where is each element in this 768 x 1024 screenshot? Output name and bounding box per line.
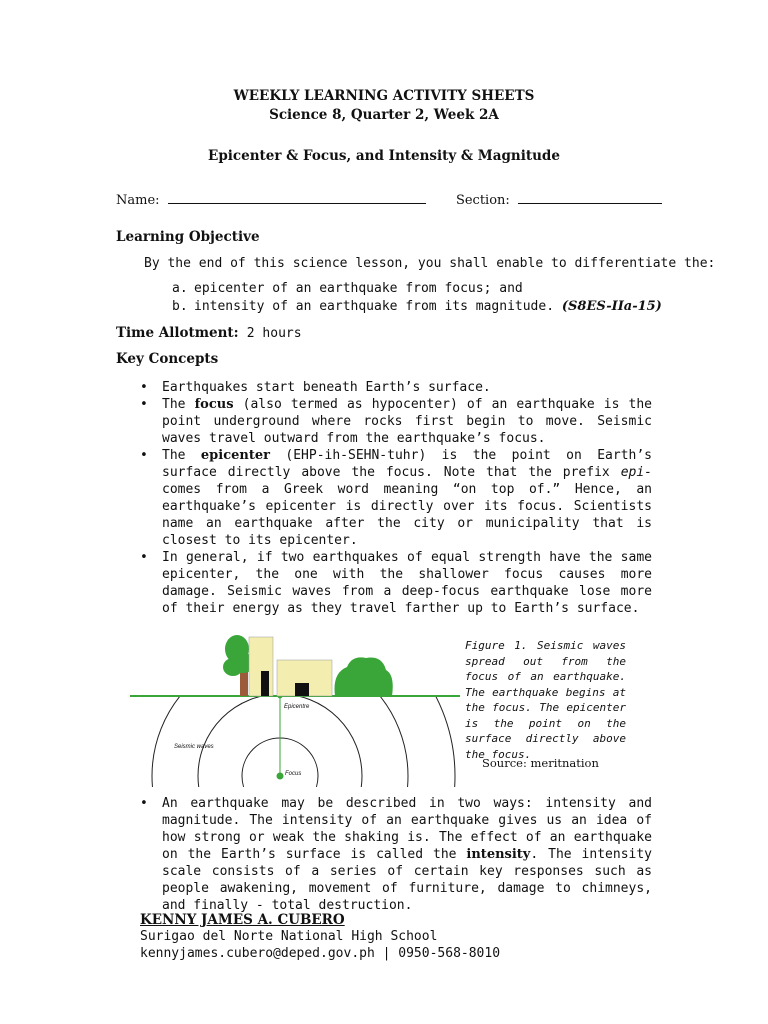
document-title: WEEKLY LEARNING ACTIVITY SHEETS xyxy=(233,88,535,104)
figure-caption: Figure 1. Seismic waves spread out from the focus of an earthquake. The earthquake begins at the focus. The epicenter is the point on the surface directly above the focus. xyxy=(465,639,626,761)
objective-item-a: a. epicenter of an earthquake from focus; and xyxy=(172,281,523,296)
term-focus: focus xyxy=(194,397,234,412)
list-item: • In general, if two earthquakes of equal strength have the same epicenter, the one with the shallower focus causes more damage. Seismic waves from a deep-focus earthquake lose more of their energy as they travel farther up to Earth’s surface. xyxy=(140,549,652,617)
list-item: • The focus (also termed as hypocenter) of an earthquake is the point underground where rocks first begin to move. Seismic waves travel outward from the earthquake’s focus. xyxy=(140,396,652,447)
lesson-topic: Epicenter & Focus, and Intensity & Magnitude xyxy=(208,148,560,164)
key-concepts-list xyxy=(140,379,652,617)
seismic-waves-figure xyxy=(130,625,460,787)
time-allotment: Time Allotment: 2 hours xyxy=(116,325,302,341)
competency-code: (S8ES-IIa-15) xyxy=(561,299,662,314)
figure-source: Source: meritnation xyxy=(482,756,599,770)
seismic-waves-label: Seismic waves xyxy=(174,744,214,750)
house-tall-icon xyxy=(249,637,273,696)
key-concepts-heading: Key Concepts xyxy=(116,351,219,367)
intensity-list xyxy=(140,795,652,914)
list-item: • An earthquake may be described in two ways: intensity and magnitude. The intensity of an earthquake gives us an idea of how strong or weak the shaking is. The effect of an earthquake on the Earth’s surface is called the intensity. The intensity scale consists of a series of certain key responses such as people awakening, movement of furniture, damage to chimneys, and finally - total destruction. xyxy=(140,795,652,914)
bush-right-icon xyxy=(335,657,393,696)
name-blank[interactable] xyxy=(168,193,426,204)
focus-dot xyxy=(277,773,284,780)
section-blank[interactable] xyxy=(518,193,662,204)
objective-intro: By the end of this science lesson, you shall enable to differentiate the: xyxy=(144,256,716,271)
section-label: Section: xyxy=(455,193,510,208)
school-name: Surigao del Norte National High School xyxy=(140,929,438,944)
name-section-row xyxy=(116,193,662,208)
epicentre-label: Epicentre xyxy=(284,704,310,710)
focus-label: Focus xyxy=(285,771,302,777)
term-intensity: intensity xyxy=(466,847,531,862)
name-label: Name: xyxy=(116,193,160,208)
author-name: KENNY JAMES A. CUBERO xyxy=(140,912,345,928)
document-subtitle: Science 8, Quarter 2, Week 2A xyxy=(269,107,499,123)
contact-info[interactable]: kennyjames.cubero@deped.gov.ph | 0950-568-8010 xyxy=(140,946,501,961)
term-epicenter: epicenter xyxy=(200,448,270,463)
objective-item-b: b. intensity of an earthquake from its magnitude. (S8ES-IIa-15) xyxy=(172,299,662,314)
list-item: • Earthquakes start beneath Earth’s surface. xyxy=(140,379,652,396)
list-item: • The epicenter (EHP-ih-SEHN-tuhr) is the point on Earth’s surface directly above the focus. Note that the prefix epi- comes from a Greek word meaning “on top of.” Hence, an earthquake’s epicenter is directly over its focus. Scientists name an earthquake after the city or municipality that is closest to its epicenter. xyxy=(140,447,652,549)
learning-objective-heading: Learning Objective xyxy=(116,229,260,245)
house-low-icon xyxy=(277,660,332,696)
